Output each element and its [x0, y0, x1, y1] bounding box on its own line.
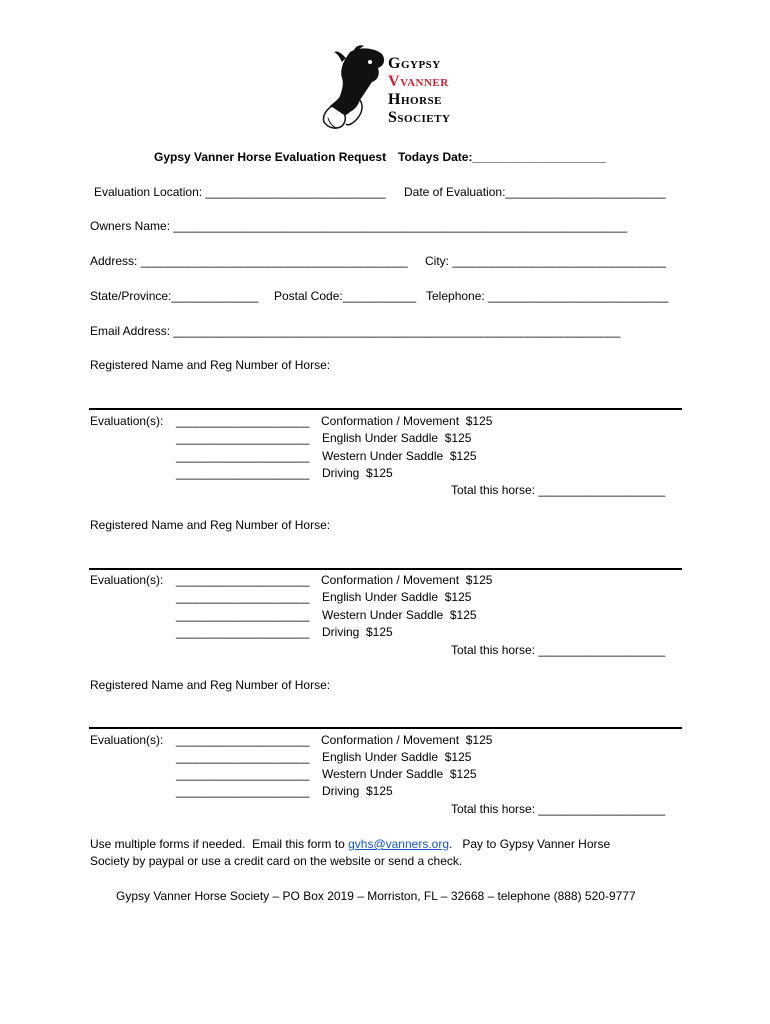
horse-3-western-label: Western Under Saddle $125 [322, 767, 477, 781]
todays-date-field[interactable]: Todays Date:____________________ [398, 150, 606, 164]
state-province-field[interactable]: State/Province:_____________ [90, 289, 259, 303]
logo-line-society: SSOCIETY [388, 109, 451, 126]
evaluation-location-field[interactable]: Evaluation Location: ___________________________ [94, 185, 386, 199]
horse-1-divider [89, 408, 682, 410]
horse-1-blank-western[interactable]: ____________________ [176, 449, 310, 463]
horse-3-blank-conformation[interactable]: ____________________ [176, 733, 310, 747]
horse-2-conformation-label: Conformation / Movement $125 [321, 573, 493, 587]
horse-3-english-label: English Under Saddle $125 [322, 750, 472, 764]
horse-2-evaluations-label: Evaluation(s): [90, 573, 164, 587]
instructions-line-1 [90, 837, 610, 851]
horse-2-total-field[interactable]: Total this horse: ___________________ [451, 643, 666, 657]
city-field[interactable]: City: ________________________________ [425, 254, 666, 268]
logo-line-horse: HHORSE [388, 91, 442, 108]
telephone-field[interactable]: Telephone: ___________________________ [426, 289, 669, 303]
horse-2-blank-western[interactable]: ____________________ [176, 608, 310, 622]
horse-2-english-label: English Under Saddle $125 [322, 590, 472, 604]
horse-1-reg-label: Registered Name and Reg Number of Horse: [90, 358, 331, 372]
instructions-line-2: Society by paypal or use a credit card on the website or send a check. [90, 854, 463, 868]
horse-1-evaluations-label: Evaluation(s): [90, 414, 164, 428]
email-link[interactable]: gvhs@vanners.org [348, 837, 449, 851]
horse-1-western-label: Western Under Saddle $125 [322, 449, 477, 463]
horse-2-blank-driving[interactable]: ____________________ [176, 625, 310, 639]
horse-head-icon [320, 44, 390, 134]
horse-1-english-label: English Under Saddle $125 [322, 431, 472, 445]
horse-2-blank-conformation[interactable]: ____________________ [176, 573, 310, 587]
horse-1-blank-english[interactable]: ____________________ [176, 431, 310, 445]
horse-1-blank-driving[interactable]: ____________________ [176, 466, 310, 480]
horse-1-blank-conformation[interactable]: ____________________ [176, 414, 310, 428]
email-address-field[interactable]: Email Address: ___________________________________________________________________ [90, 324, 621, 338]
instructions-text-b: . Pay to Gypsy Vanner Horse [449, 837, 611, 851]
horse-1-conformation-label: Conformation / Movement $125 [321, 414, 493, 428]
gvhs-logo [320, 44, 455, 134]
horse-2-western-label: Western Under Saddle $125 [322, 608, 477, 622]
owners-name-field[interactable]: Owners Name: ____________________________________________________________________ [90, 219, 628, 233]
horse-3-conformation-label: Conformation / Movement $125 [321, 733, 493, 747]
horse-3-blank-driving[interactable]: ____________________ [176, 784, 310, 798]
horse-2-driving-label: Driving $125 [322, 625, 393, 639]
horse-3-blank-western[interactable]: ____________________ [176, 767, 310, 781]
horse-3-evaluations-label: Evaluation(s): [90, 733, 164, 747]
horse-3-total-field[interactable]: Total this horse: ___________________ [451, 802, 666, 816]
horse-3-divider [89, 727, 682, 729]
horse-2-reg-label: Registered Name and Reg Number of Horse: [90, 518, 331, 532]
date-of-evaluation-field[interactable]: Date of Evaluation:________________________ [404, 185, 666, 199]
horse-3-blank-english[interactable]: ____________________ [176, 750, 310, 764]
horse-2-divider [89, 568, 682, 570]
horse-1-total-field[interactable]: Total this horse: ___________________ [451, 483, 666, 497]
form-title: Gypsy Vanner Horse Evaluation Request [154, 150, 387, 164]
horse-1-driving-label: Driving $125 [322, 466, 393, 480]
logo-line-gypsy: GGYPSY [388, 55, 441, 72]
address-field[interactable]: Address: ________________________________________ [90, 254, 408, 268]
horse-3-reg-label: Registered Name and Reg Number of Horse: [90, 678, 331, 692]
horse-2-blank-english[interactable]: ____________________ [176, 590, 310, 604]
logo-line-vanner: VVANNER [388, 73, 449, 90]
society-address: Gypsy Vanner Horse Society – PO Box 2019 – Morriston, FL – 32668 – telephone (888) 520-9777 [116, 889, 636, 903]
postal-code-field[interactable]: Postal Code:___________ [274, 289, 417, 303]
horse-3-driving-label: Driving $125 [322, 784, 393, 798]
instructions-text-a: Use multiple forms if needed. Email this form to [90, 837, 349, 851]
